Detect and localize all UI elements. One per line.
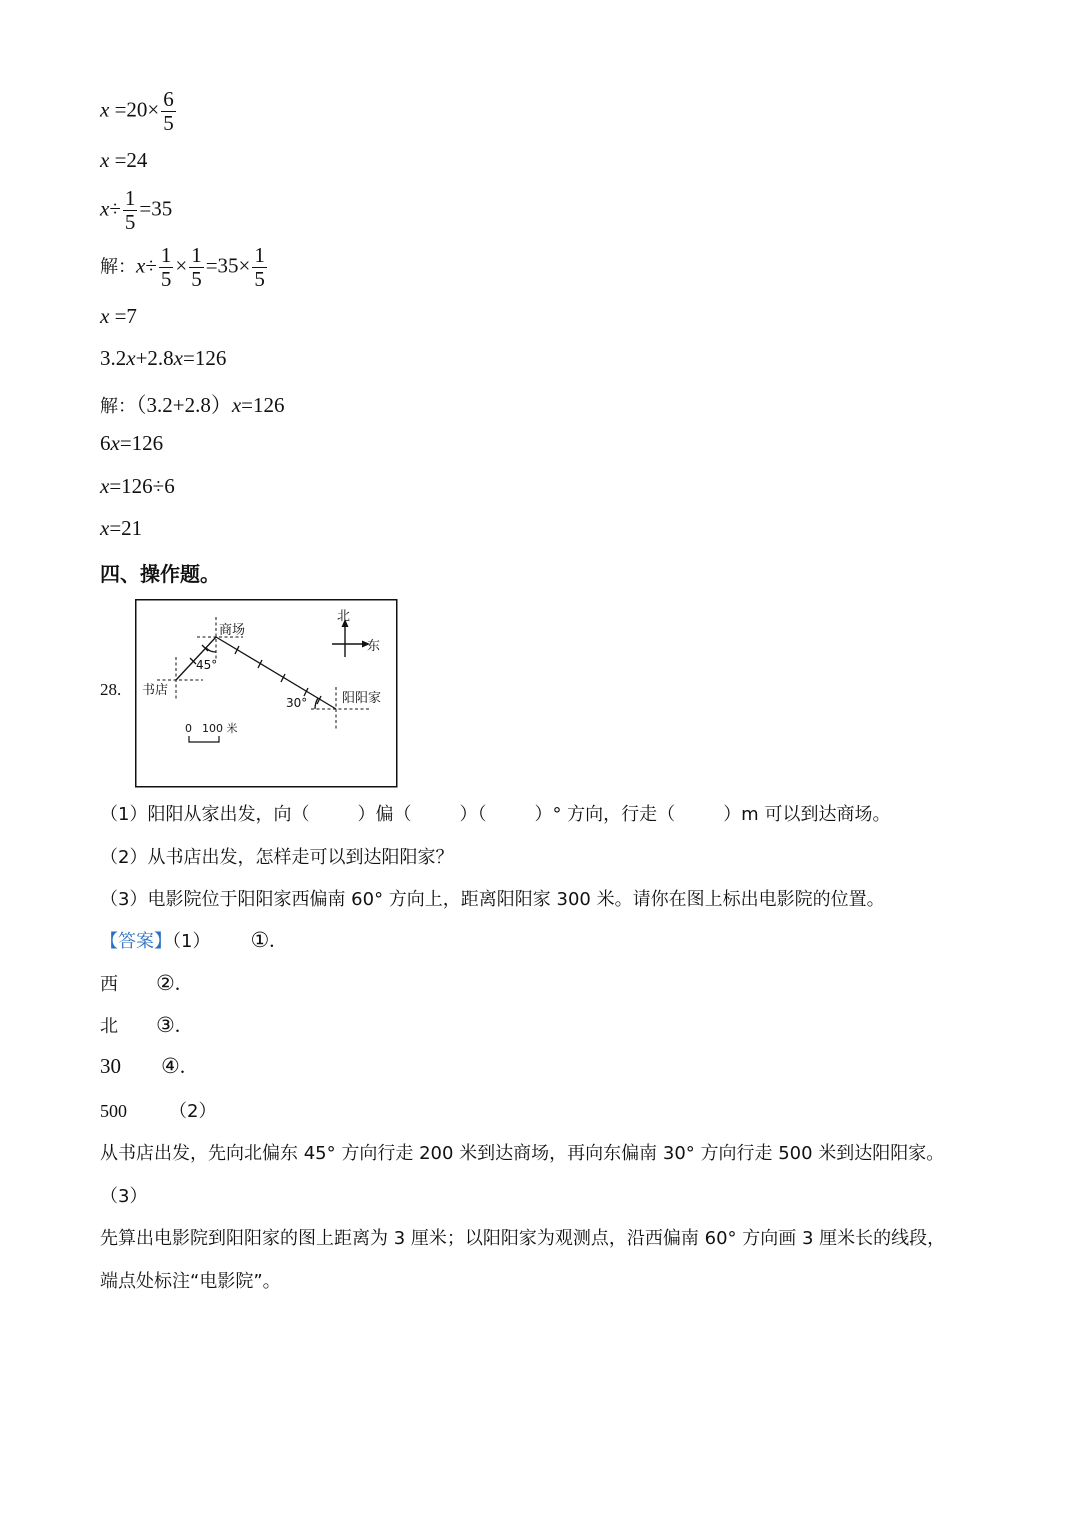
- var-x: x: [126, 346, 136, 370]
- var-x: x: [100, 97, 110, 122]
- var-x: x: [100, 196, 110, 221]
- number: 24: [126, 148, 148, 172]
- answer-value: 500: [100, 1101, 127, 1121]
- parenthesized-expr: （3.2+2.8）: [136, 393, 232, 417]
- var-x: x: [100, 516, 110, 540]
- direction-map-figure: [135, 599, 398, 788]
- number: 126: [131, 431, 164, 455]
- equation-line: [100, 516, 142, 541]
- angle-45-label: 45°: [196, 658, 218, 672]
- equation-line: [100, 431, 163, 456]
- answer-part-number: （1）: [172, 931, 211, 952]
- compass-north-label: 北: [337, 609, 351, 624]
- q1-part: ）° 方向，行走（: [534, 804, 676, 825]
- answer-value: 西: [100, 974, 118, 995]
- q1-part: ）m 可以到达商场。: [723, 804, 891, 825]
- number: 126: [194, 346, 227, 370]
- equation-line: [100, 346, 226, 371]
- numerator: 6: [163, 87, 174, 111]
- var-x: x: [136, 253, 146, 278]
- equation-line: [100, 187, 172, 234]
- fraction: [123, 187, 138, 234]
- var-x: x: [100, 474, 110, 498]
- equals-sign: =: [119, 431, 132, 455]
- var-x: x: [110, 431, 120, 455]
- mall-label: 商场: [219, 623, 246, 638]
- number: 2.8: [147, 346, 174, 370]
- home-label: 阳阳家: [342, 691, 382, 706]
- solution-prefix: 解：: [100, 256, 136, 278]
- answer-3-text-line1: 先算出电影院到阳阳家的图上距离为 3 厘米；以阳阳家为观测点，沿西偏南 60° 方向画 3 厘米长的线段，: [100, 1228, 946, 1249]
- solution-prefix: 解：: [100, 396, 136, 417]
- equation-line: [100, 304, 137, 329]
- answer-part-number: （3）: [100, 1186, 148, 1207]
- answer-marker: ①.: [250, 928, 275, 952]
- equals-sign: =: [241, 393, 254, 417]
- question-3: （3）电影院位于阳阳家西偏南 60° 方向上，距离阳阳家 300 米。请你在图上标出电影院的位置。: [100, 889, 885, 910]
- question-number: 28.: [100, 680, 122, 699]
- equals-sign: =: [109, 474, 122, 498]
- numerator: 1: [254, 243, 265, 267]
- numerator: 1: [191, 243, 202, 267]
- answer-line-4: [100, 1054, 185, 1079]
- equation-line: [100, 148, 147, 173]
- number: 3.2: [100, 346, 127, 370]
- equals-sign: =: [139, 196, 152, 221]
- var-x: x: [100, 148, 110, 172]
- number: 6: [100, 431, 111, 455]
- equation-line: [100, 244, 269, 291]
- equation-line: [100, 389, 285, 419]
- answer-marker: ②.: [156, 971, 181, 995]
- number: 21: [121, 516, 143, 540]
- question-1: [100, 800, 890, 826]
- answer-part-number: （2）: [169, 1101, 217, 1122]
- answer-marker: ③.: [156, 1013, 181, 1037]
- denominator: 5: [124, 210, 136, 234]
- denominator: 5: [160, 267, 172, 291]
- answer-marker: ④.: [161, 1054, 186, 1078]
- answer-line-1: [100, 927, 275, 953]
- q1-part: ）偏（: [357, 804, 412, 825]
- var-x: x: [173, 346, 183, 370]
- scale-label: 100 米: [202, 722, 238, 735]
- fraction: [189, 244, 204, 291]
- answer-value: 北: [100, 1016, 118, 1037]
- operator: ÷: [109, 196, 121, 221]
- denominator: 5: [163, 111, 174, 135]
- answer-line-5: [100, 1097, 216, 1123]
- answer-line-3: [100, 1012, 180, 1038]
- angle-30-label: 30°: [286, 696, 308, 710]
- number: 126: [253, 393, 285, 417]
- denominator: 5: [254, 267, 265, 291]
- expression: 126÷6: [121, 474, 175, 498]
- bookstore-label: 书店: [142, 683, 169, 698]
- number: 35: [151, 196, 173, 221]
- equation-line: [100, 88, 178, 135]
- operator: ÷: [145, 253, 157, 278]
- compass-east-label: 东: [367, 639, 381, 654]
- numerator: 1: [160, 243, 172, 267]
- fraction: [161, 88, 176, 135]
- var-x: x: [231, 393, 242, 417]
- operator: +: [135, 346, 148, 370]
- section-title: 四、操作题。: [100, 562, 220, 586]
- equals-sign: =: [114, 148, 127, 172]
- answer-tag: 【答案】: [100, 931, 172, 952]
- equals-sign: =: [114, 97, 127, 122]
- answer-2-text: 从书店出发，先向北偏东 45° 方向行走 200 米到达商场，再向东偏南 30° 方向行走 500 米到达阳阳家。: [100, 1143, 945, 1164]
- equals-sign: =: [109, 516, 122, 540]
- q1-part: （1）阳阳从家出发，向（: [100, 804, 310, 825]
- denominator: 5: [191, 267, 202, 291]
- operator: ×: [238, 253, 251, 278]
- number: 7: [126, 304, 137, 328]
- fraction: [252, 244, 267, 291]
- equals-sign: =: [183, 346, 195, 370]
- operator: ×: [147, 97, 160, 122]
- number: 35: [217, 253, 239, 278]
- q1-part: ）（: [459, 804, 487, 825]
- var-x: x: [100, 304, 110, 328]
- equals-sign: =: [205, 253, 218, 278]
- question-2: （2）从书店出发，怎样走可以到达阳阳家？: [100, 847, 454, 868]
- answer-line-2: [100, 970, 180, 996]
- answer-value: 30: [100, 1054, 121, 1078]
- answer-3-text-line2: 端点处标注“电影院”。: [100, 1271, 281, 1292]
- numerator: 1: [124, 186, 136, 210]
- equation-line: [100, 474, 175, 499]
- number: 20: [126, 97, 148, 122]
- equals-sign: =: [114, 304, 127, 328]
- fraction: [159, 244, 174, 291]
- operator: ×: [175, 253, 188, 278]
- scale-zero-label: 0: [185, 722, 192, 735]
